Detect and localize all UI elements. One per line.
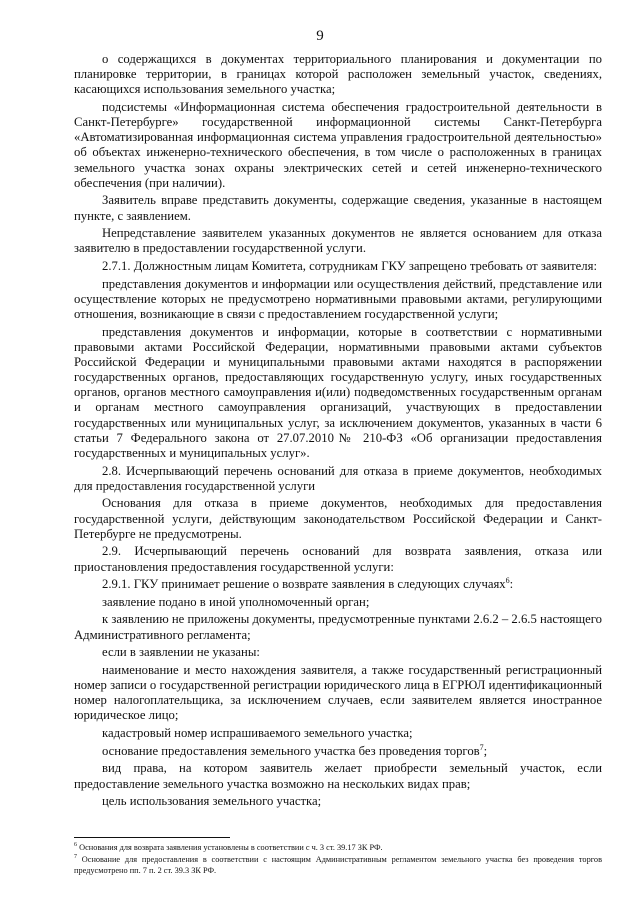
footnote: $^7$ Основание для предоставления в соответствии с настоящим Административным регламентом земельного участка без проведения торгов предусмотрено пп. 7 п. 2 ст. 39.3 ЗК РФ. <box>74 854 602 875</box>
paragraph: 2.8. Исчерпывающий перечень оснований для отказа в приеме документов, необходимых для предоставления государственной услуги <box>74 463 602 493</box>
paragraph: 2.9.1. ГКУ принимает решение о возврате заявления в следующих случаях$^6$: <box>102 575 514 592</box>
paragraph: цель использования земельного участка; <box>102 794 322 809</box>
footnote-ref: 7 <box>479 742 484 752</box>
paragraph: если в заявлении не указаны: <box>102 645 260 660</box>
paragraph: кадастровый номер испрашиваемого земельного участка; <box>102 726 413 741</box>
paragraph: основание предоставления земельного участка без проведения торгов$^7$; <box>102 742 488 758</box>
footnote-separator <box>74 837 230 838</box>
paragraph: о содержащихся в документах территориального планирования и документации по планировке территории, в границах которой расположен земельный участок, сведениях, касающихся использования земельного участка; <box>74 52 602 97</box>
paragraph: 2.9. Исчерпывающий перечень оснований для возврата заявления, отказа или приостановления предоставления государственной услуги: <box>74 544 602 574</box>
footnote-number: 6 <box>74 842 77 849</box>
paragraph: к заявлению не приложены документы, предусмотренные пунктами 2.6.2 – 2.6.5 настоящего Административного регламента; <box>74 612 602 642</box>
footnote: $^6$ Основания для возврата заявления установлены в соответствии с ч. 3 ст. 39.17 ЗК РФ. <box>74 842 383 852</box>
paragraph: подсистемы «Информационная система обеспечения градостроительной деятельности в Санкт-Петербурге» государственной информационной системы Санкт-Петербурга «Автоматизированная информационная система управления градостроительной деятельностью» об объектах инженерно-технического обеспечения, в том числе о расположенных в границах земельного участка зонах охраны электрических сетей и сетей инженерно-технического обеспечения (при наличии). <box>74 99 602 190</box>
footnotes <box>74 842 602 877</box>
footnote-number: 7 <box>74 854 77 861</box>
paragraph: заявление подано в иной уполномоченный орган; <box>102 594 370 609</box>
document-body <box>74 52 602 812</box>
paragraph: наименование и место нахождения заявителя, а также государственный регистрационный номер записи о государственной регистрации юридического лица в ЕГРЮЛ идентификационный номер налогоплательщика, за исключением случаев, если заявителем является иностранное юридическое лицо; <box>74 662 602 723</box>
paragraph: Заявитель вправе представить документы, содержащие сведения, указанные в настоящем пункте, с заявлением. <box>74 193 602 223</box>
paragraph: представления документов и информации, которые в соответствии с нормативными правовыми актами Российской Федерации, нормативными правовыми актами субъектов Российской Федерации и муниципальными правовыми актами находятся в распоряжении государственных органов, предоставляющих государственную услугу, иных государственных органов, органов местного самоуправления и(или) подведомственных государственным органам и органам местного самоуправления организаций, участвующих в предоставлении государственных или муниципальных услуг, за исключением документов, указанных в части 6 статьи 7 Федерального закона от 27.07.2010№ 210-ФЗ «Об организации предоставления государственных и муниципальных услуг». <box>74 324 602 460</box>
page-number: 9 <box>316 28 324 44</box>
paragraph: вид права, на котором заявитель желает приобрести земельный участок, если предоставление земельного участка возможно на нескольких видах прав; <box>74 761 602 791</box>
paragraph: представления документов и информации или осуществления действий, представление или осуществление которых не предусмотрено нормативными правовыми актами, регулирующими отношения, возникающие в связи с предоставлением государственной услуги; <box>74 276 602 321</box>
paragraph: Основания для отказа в приеме документов, необходимых для предоставления государственной услуги, действующим законодательством Российской Федерации и Санкт-Петербурге не предусмотрены. <box>74 496 602 541</box>
paragraph: 2.7.1. Должностным лицам Комитета, сотрудникам ГКУ запрещено требовать от заявителя: <box>102 259 597 274</box>
footnote-ref: 6 <box>505 575 510 585</box>
paragraph: Непредставление заявителем указанных документов не является основанием для отказа заявителю в предоставлении государственной услуги. <box>74 226 602 256</box>
